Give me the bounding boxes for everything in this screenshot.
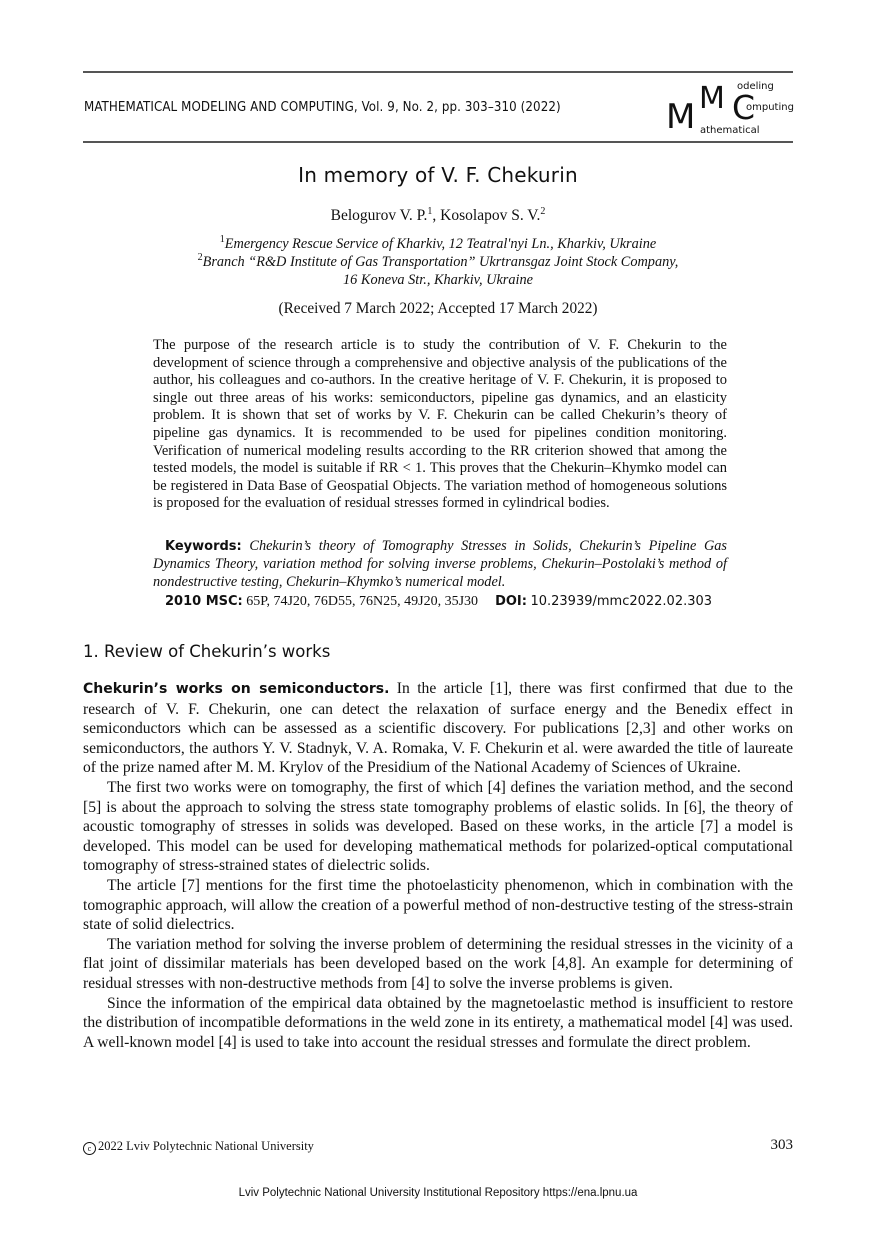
journal-citation: MATHEMATICAL MODELING AND COMPUTING, Vol. 9, No. 2, pp. 303–310 (2022) (84, 100, 561, 115)
body-paragraph: Since the information of the empirical data obtained by the magnetoelastic method is insufficient to restore the distribution of incompatible deformations in the weld zone in its entirety, a mathematical model [4] was used. A well-known model [4] is used to take into account the residual stresses and formulate the direct problem. (83, 994, 793, 1051)
body-paragraph: The first two works were on tomography, the first of which [4] defines the variation method, and the second [5] is about the approach to solving the stress state tomography problems of elastic solids. In [6], the theory of acoustic tomography of stresses in solids was developed. Based on these works, in the article [7] a model is developed. This model can be used for developing mathematical methods for polarized-optical computational tomography of stress-strained states of dielectric solids. (83, 778, 793, 875)
logo-word-odeling: odeling (737, 81, 774, 92)
author-name: Belogurov V. P. (330, 207, 428, 224)
body-paragraph: The article [7] mentions for the first time the photoelasticity phenomenon, which in combination with the tomographic approach, will allow the creation of a powerful method of non-destructive testing of the stress-strain state of solid dielectrics. (83, 876, 793, 934)
paragraph-heading: Chekurin’s works on semiconductors. (83, 681, 390, 697)
affiliation-2 (0, 254, 876, 271)
body-paragraph: The variation method for solving the inverse problem of determining the residual stresses in the vicinity of a flat joint of dissimilar materials has been developed based on the work [4,8]. An example for determining of residual stresses with non-destructive methods from [4] to solve the inverse problems is given. (83, 935, 793, 992)
author-separator: , (432, 207, 441, 224)
repository-notice[interactable]: Lviv Polytechnic National University Institutional Repository https://ena.lpnu.ua (238, 1187, 638, 1199)
affil-number: 2 (197, 252, 203, 263)
affil-text: Emergency Rescue Service of Kharkiv, 12 Teatral'nyi Ln., Kharkiv, Ukraine (224, 236, 657, 252)
keywords-label: Keywords: (165, 539, 242, 554)
copyright-notice (83, 1139, 314, 1155)
msc-doi-line (165, 594, 730, 610)
logo-letter-c-computing: C (732, 88, 756, 127)
abstract: The purpose of the research article is to study the contribution of V. F. Chekurin to the development of science through a comprehensive and objective analysis of the publications of the author, his colleagues and co-authors. In the creative heritage of V. F. Chekurin, it is proposed to single out three areas of his works: semiconductors, pipeline gas dynamics, and an elasticity problem. It is shown that set of works by V. F. Chekurin can be called Chekurin’s theory of pipeline gas dynamics. It is recommended to be used for pipelines condition monitoring. Verification of numerical modeling results according to the RR criterion showed that among the tested models, the model is suitable if RR < 1. This proves that the Chekurin–Khymko model can be registered in Data Base of Geospatial Objects. The variation method of homogeneous solutions is proposed for the evaluation of residual stresses formed in cylindrical bodies. (153, 337, 727, 512)
received-dates: (Received 7 March 2022; Accepted 17 March 2022) (278, 300, 598, 317)
doi-link[interactable]: 10.23939/mmc2022.02.303 (530, 594, 713, 609)
page-number: 303 (770, 1137, 793, 1153)
copyright-icon: c (83, 1142, 96, 1155)
affiliation-1 (0, 236, 876, 253)
logo-word-omputing: omputing (746, 102, 794, 113)
logo-letter-m-mathematical: M (666, 97, 696, 137)
header-top-rule (83, 71, 793, 73)
doi-label: DOI: (495, 594, 527, 609)
author-list (0, 207, 876, 225)
logo-word-athematical: athematical (700, 125, 760, 136)
header-bottom-rule (83, 141, 793, 143)
body-paragraph (83, 679, 793, 778)
affil-text: Branch “R&D Institute of Gas Transportation” Ukrtransgaz Joint Stock Company, (202, 254, 679, 270)
section-body (83, 679, 793, 1052)
author-name: Kosolapov S. V. (440, 207, 541, 224)
author-affil-mark: 2 (540, 206, 546, 217)
keywords-block (153, 538, 727, 591)
journal-logo (660, 78, 800, 140)
logo-letter-m-modeling: M (699, 81, 725, 116)
affil-text: 16 Koneva Str., Kharkiv, Ukraine (343, 272, 533, 288)
affil-number: 1 (219, 234, 225, 245)
article-title: In memory of V. F. Chekurin (298, 163, 578, 187)
author-affil-mark: 1 (427, 206, 433, 217)
affiliation-2-address (0, 272, 876, 289)
msc-label: 2010 MSC: (165, 594, 243, 609)
keywords-list: Chekurin’s theory of Tomography Stresses in Solids, Chekurin’s Pipeline Gas Dynamics Theory, variation method for solving inverse problems, Chekurin–Postolaki’s method of nondestructive testing, Chekurin–Khymko’s numerical model. (153, 538, 727, 590)
section-heading: 1. Review of Chekurin’s works (83, 642, 331, 661)
msc-codes: 65P, 74J20, 76D55, 76N25, 49J20, 35J30 (246, 594, 479, 609)
paragraph-text: In the article [1], there was first confirmed that due to the research of V. F. Chekurin, one can detect the relaxation of surface energy and the Benedix effect in semiconductors which can be assessed as a scientific discovery. For publications [2,3] and other works on semiconductors, the authors Y. V. Stadnyk, V. A. Romaka, V. F. Chekurin et al. were awarded the title of laureate of the prize named after M. M. Krylov of the Presidium of the National Academy of Sciences of Ukraine. (83, 680, 793, 777)
copyright-text: 2022 Lviv Polytechnic National University (98, 1139, 314, 1153)
